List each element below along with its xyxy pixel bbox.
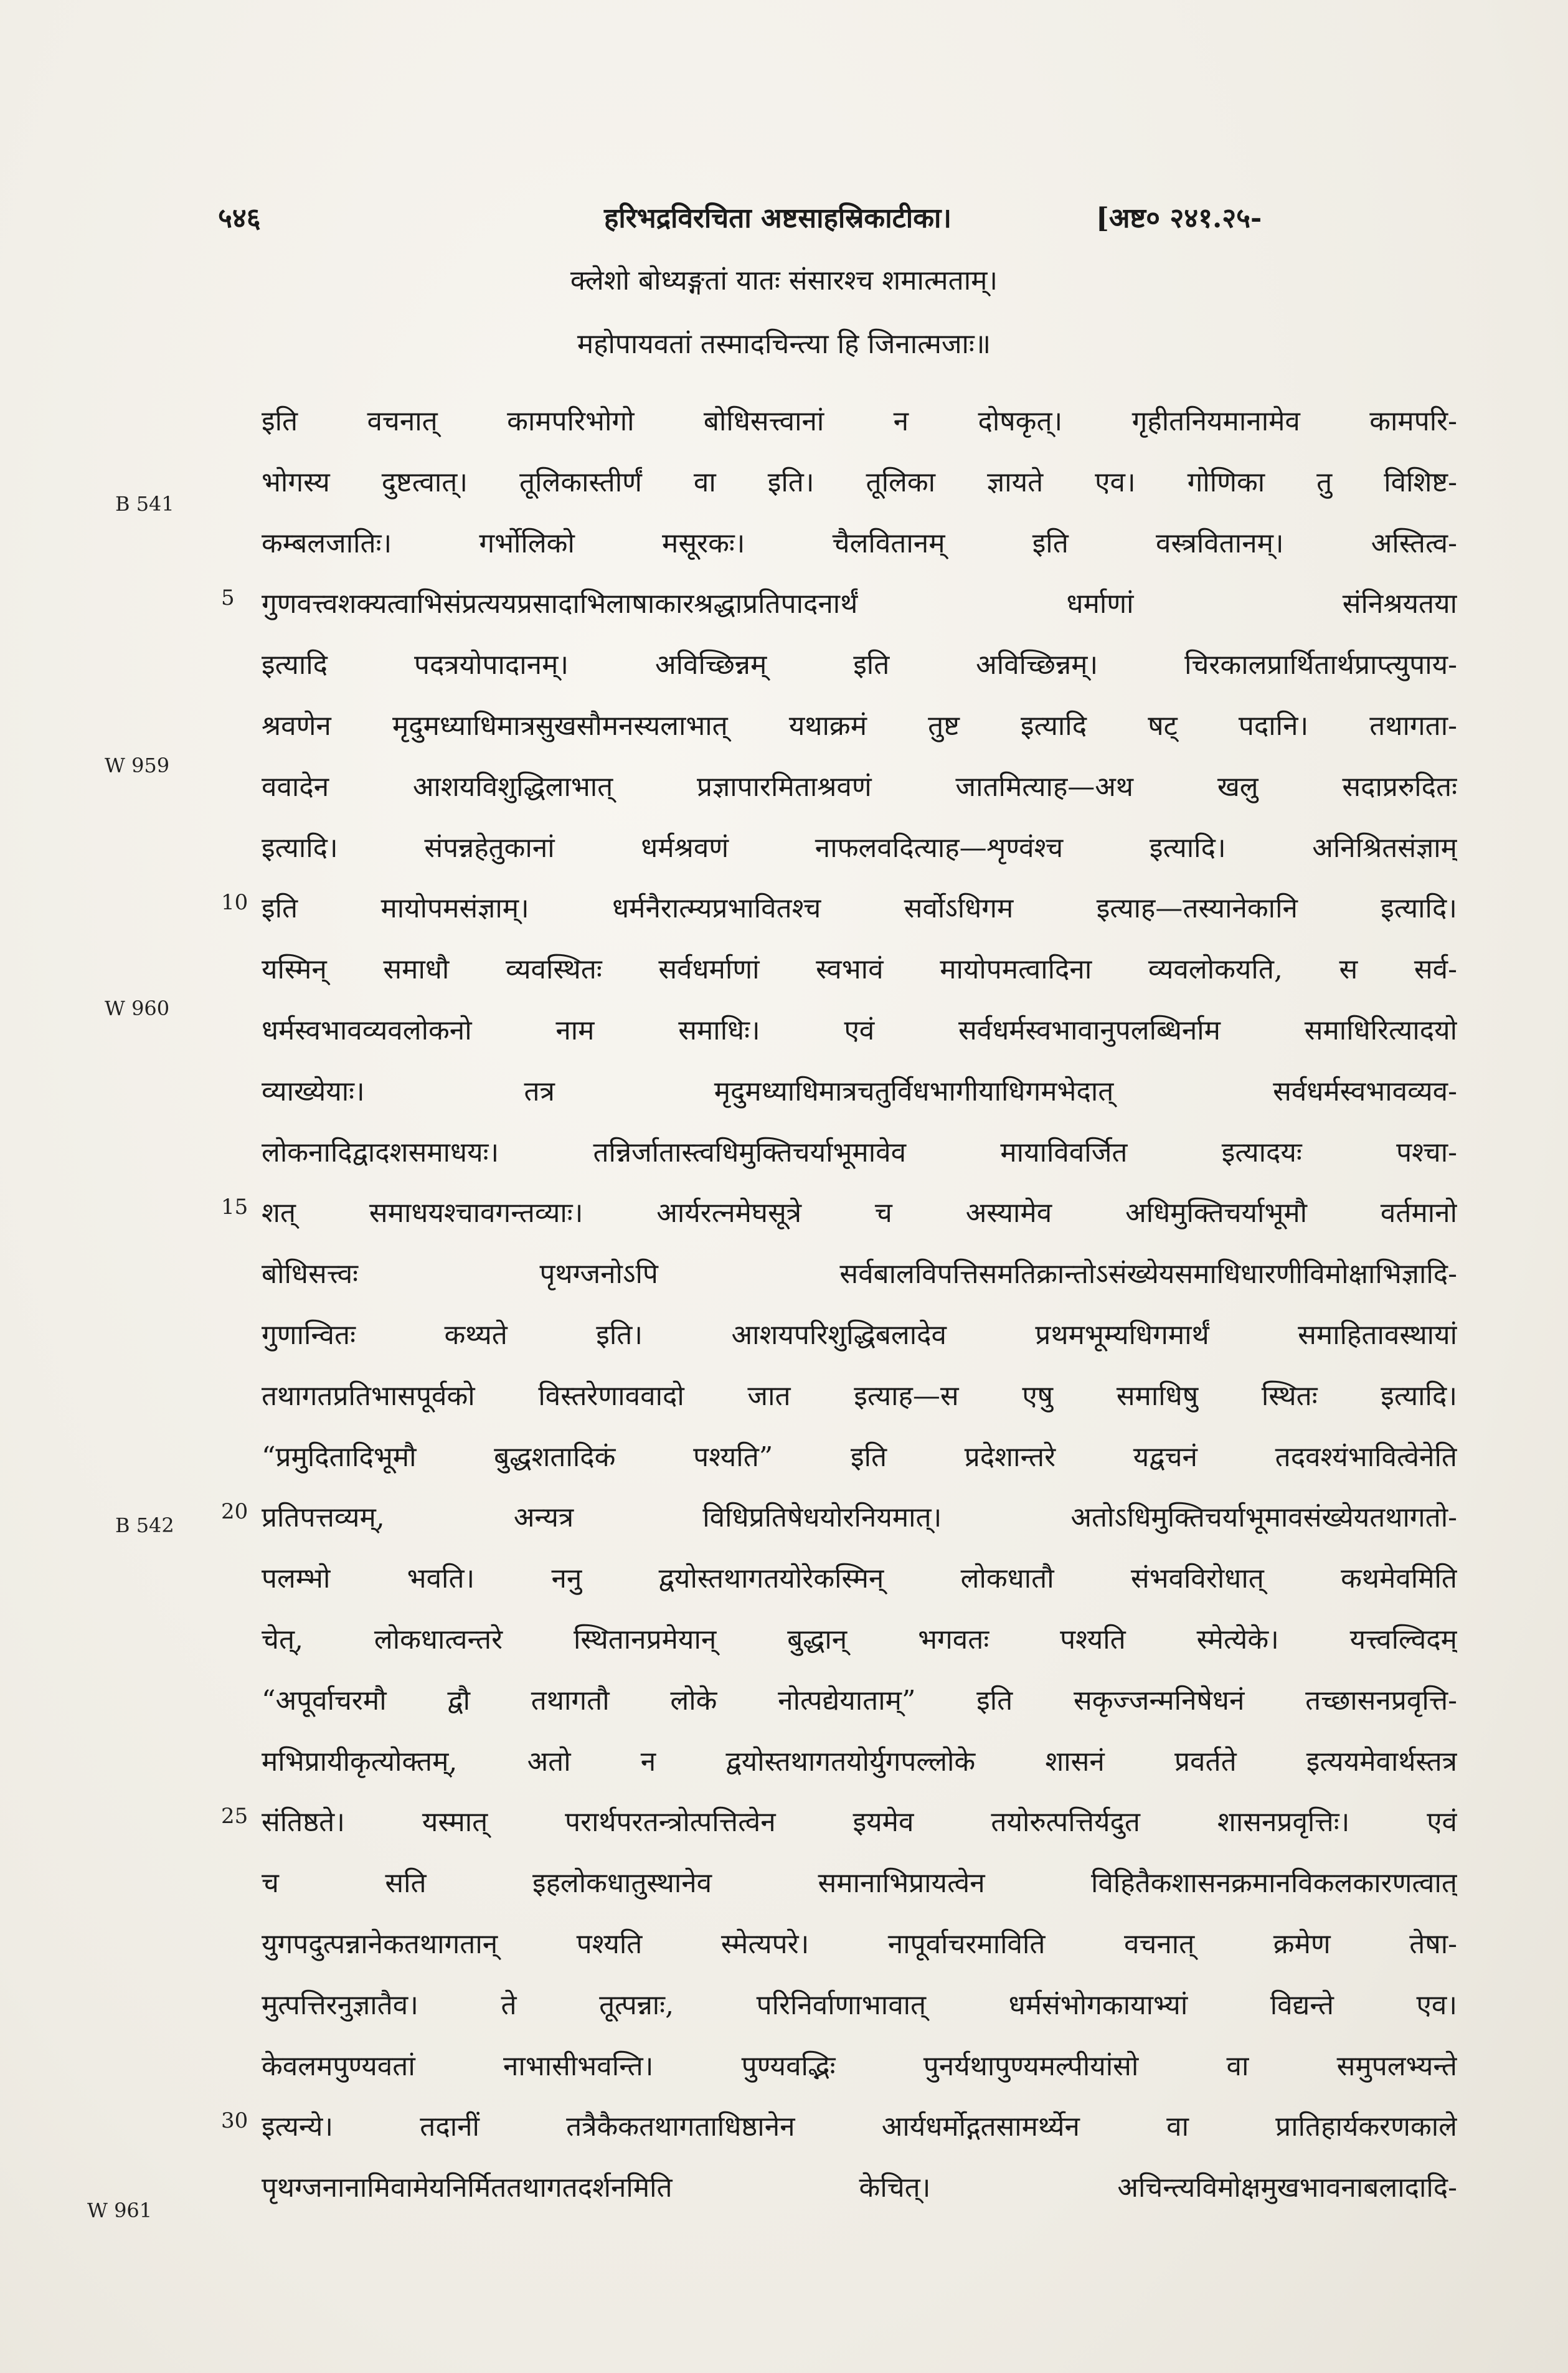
text-line: इत्यादि पदत्रयोपादानम्। अविच्छिन्नम् इति अविच्छिन्नम्। चिरकालप्रार्थितार्थप्राप्त्युपाय- xyxy=(262,649,1457,681)
text-line: लोकनादिद्वादशसमाधयः। तन्निर्जातास्त्वधिमुक्तिचर्याभूमावेव मायाविवर्जित इत्यादयः पश्चा- xyxy=(262,1136,1457,1168)
text-line: कम्बलजातिः। गर्भोलिको मसूरकः। चैलवितानम् इति वस्त्रवितानम्। अस्तित्व- xyxy=(262,527,1457,559)
text-line: धर्मस्वभावव्यवलोकनो नाम समाधिः। एवं सर्वधर्मस्वभावानुपलब्धिर्नाम समाधिरित्यादयो xyxy=(262,1014,1457,1046)
running-title: हरिभद्रविरचिता अष्टसाहस्रिकाटीका। xyxy=(604,202,952,234)
text-line: युगपदुत्पन्नानेकतथागतान् पश्यति स्मेत्यपरे। नापूर्वाचरमाविति वचनात् क्रमेण तेषा- xyxy=(262,1928,1457,1960)
text-line: मुत्पत्तिरनुज्ञातैव। ते तूत्पन्नाः, परिनिर्वाणाभावात् धर्मसंभोगकायाभ्यां विद्यन्ते एव। xyxy=(262,1989,1457,2021)
page-number: ५४६ xyxy=(218,202,261,234)
text-line: इत्यन्ये। तदानीं तत्रैकैकतथागताधिष्ठानेन आर्यधर्मोद्गतसामर्थ्येन वा प्रातिहार्यकरणकाले xyxy=(262,2111,1457,2143)
margin-reference: B 541 xyxy=(115,492,174,516)
text-line: संतिष्ठते। यस्मात् परार्थपरतन्त्रोत्पत्तित्वेन इयमेव तयोरुत्पत्तिर्यदुत शासनप्रवृत्तिः। एवं xyxy=(262,1806,1457,1839)
line-number: 5 xyxy=(221,585,235,610)
text-line: “प्रमुदितादिभूमौ बुद्धशतादिकं पश्यति” इति प्रदेशान्तरे यद्वचनं तदवश्यंभावित्वेनेति xyxy=(262,1441,1457,1473)
verse-line-2: महोपायवतां तस्मादचिन्त्या हि जिनात्मजाः॥ xyxy=(577,328,991,360)
text-line: च सति इहलोकधातुस्थानेव समानाभिप्रायत्वेन विहितैकशासनक्रमानविकलकारणत्वात् xyxy=(262,1867,1457,1900)
body-text xyxy=(262,391,1457,2219)
line-number: 30 xyxy=(221,2108,248,2133)
margin-reference: W 961 xyxy=(87,2199,153,2222)
text-line: मभिप्रायीकृत्योक्तम्, अतो न द्वयोस्तथागतयोर्युगपल्लोके शासनं प्रवर्तते इत्ययमेवार्थस्तत्र xyxy=(262,1745,1457,1778)
text-line: इति मायोपमसंज्ञाम्। धर्मनैरात्म्यप्रभावितश्च सर्वोऽधिगम इत्याह—तस्यानेकानि इत्यादि। xyxy=(262,893,1457,925)
page-header xyxy=(218,198,1463,248)
text-line: इत्यादि। संपन्नहेतुकानां धर्मश्रवणं नाफलवदित्याह—शृण्वंश्च इत्यादि। अनिश्रितसंज्ञाम् xyxy=(262,831,1457,864)
text-line: चेत्, लोकधात्वन्तरे स्थितानप्रमेयान् बुद्धान् भगवतः पश्यति स्मेत्येके। यत्त्वल्विदम् xyxy=(262,1623,1457,1655)
margin-reference: W 960 xyxy=(105,997,170,1020)
line-number: 15 xyxy=(221,1195,248,1220)
verse-line-1: क्लेशो बोध्यङ्गतां यातः संसारश्च शमात्मताम्। xyxy=(570,265,998,296)
line-number: 25 xyxy=(221,1804,248,1829)
text-line: भोगस्य दुष्टत्वात्। तूलिकास्तीर्णं वा इति। तूलिका ज्ञायते एव। गोणिका तु विशिष्ट- xyxy=(262,466,1457,498)
text-line: इति वचनात् कामपरिभोगो बोधिसत्त्वानां न दोषकृत्। गृहीतनियमानामेव कामपरि- xyxy=(262,405,1457,437)
text-line: केवलमपुण्यवतां नाभासीभवन्ति। पुण्यवद्भिः पुनर्यथापुण्यमल्पीयांसो वा समुपलभ्यन्ते xyxy=(262,2050,1457,2082)
text-line: यस्मिन् समाधौ व्यवस्थितः सर्वधर्माणां स्वभावं मायोपमत्वादिना व्यवलोकयति, स सर्व- xyxy=(262,954,1457,986)
text-line: तथागतप्रतिभासपूर्वको विस्तरेणाववादो जात इत्याह—स एषु समाधिषु स्थितः इत्यादि। xyxy=(262,1380,1457,1412)
text-line: गुणवत्त्वशक्यत्वाभिसंप्रत्ययप्रसादाभिलाषाकारश्रद्धाप्रतिपादनार्थं धर्माणां संनिश्रयतया xyxy=(262,588,1457,620)
text-line: गुणान्वितः कथ्यते इति। आशयपरिशुद्धिबलादेव प्रथमभूम्यधिगमार्थं समाहितावस्थायां xyxy=(262,1319,1457,1351)
text-line: “अपूर्वाचरमौ द्वौ तथागतौ लोके नोत्पद्येयाताम्” इति सकृज्जन्मनिषेधनं तच्छासनप्रवृत्ति- xyxy=(262,1684,1457,1717)
text-line: प्रतिपत्तव्यम्, अन्यत्र विधिप्रतिषेधयोरनियमात्। अतोऽधिमुक्तिचर्याभूमावसंख्येयतथागतो- xyxy=(262,1502,1457,1534)
section-reference: [अष्ट० २४१.२५- xyxy=(1096,202,1262,234)
text-line: पलम्भो भवति। ननु द्वयोस्तथागतयोरेकस्मिन् लोकधातौ संभवविरोधात् कथमेवमिति xyxy=(262,1563,1457,1595)
text-line: ववादेन आशयविशुद्धिलाभात् प्रज्ञापारमिताश्रवणं जातमित्याह—अथ खलु सदाप्ररुदितः xyxy=(262,770,1457,803)
text-line: श्रवणेन मृदुमध्याधिमात्रसुखसौमनस्यलाभात् यथाक्रमं तुष्ट इत्यादि षट् पदानि। तथागता- xyxy=(262,709,1457,742)
text-line: व्याख्येयाः। तत्र मृदुमध्याधिमात्रचतुर्विधभागीयाधिगमभेदात् सर्वधर्मस्वभावव्यव- xyxy=(262,1075,1457,1107)
line-number: 10 xyxy=(221,890,248,915)
text-line: बोधिसत्त्वः पृथग्जनोऽपि सर्वबालविपत्तिसमतिक्रान्तोऽसंख्येयसमाधिधारणीविमोक्षाभिज्ञादि- xyxy=(262,1258,1457,1291)
margin-reference: W 959 xyxy=(105,754,170,777)
margin-reference: B 542 xyxy=(115,1513,174,1537)
text-line: पृथग्जनानामिवामेयनिर्मिततथागतदर्शनमिति केचित्। अचिन्त्यविमोक्षमुखभावनाबलादादि- xyxy=(262,2172,1457,2204)
line-number: 20 xyxy=(221,1499,248,1524)
text-line: शत् समाधयश्चावगन्तव्याः। आर्यरत्नमेघसूत्रे च अस्यामेव अधिमुक्तिचर्याभूमौ वर्तमानो xyxy=(262,1197,1457,1229)
